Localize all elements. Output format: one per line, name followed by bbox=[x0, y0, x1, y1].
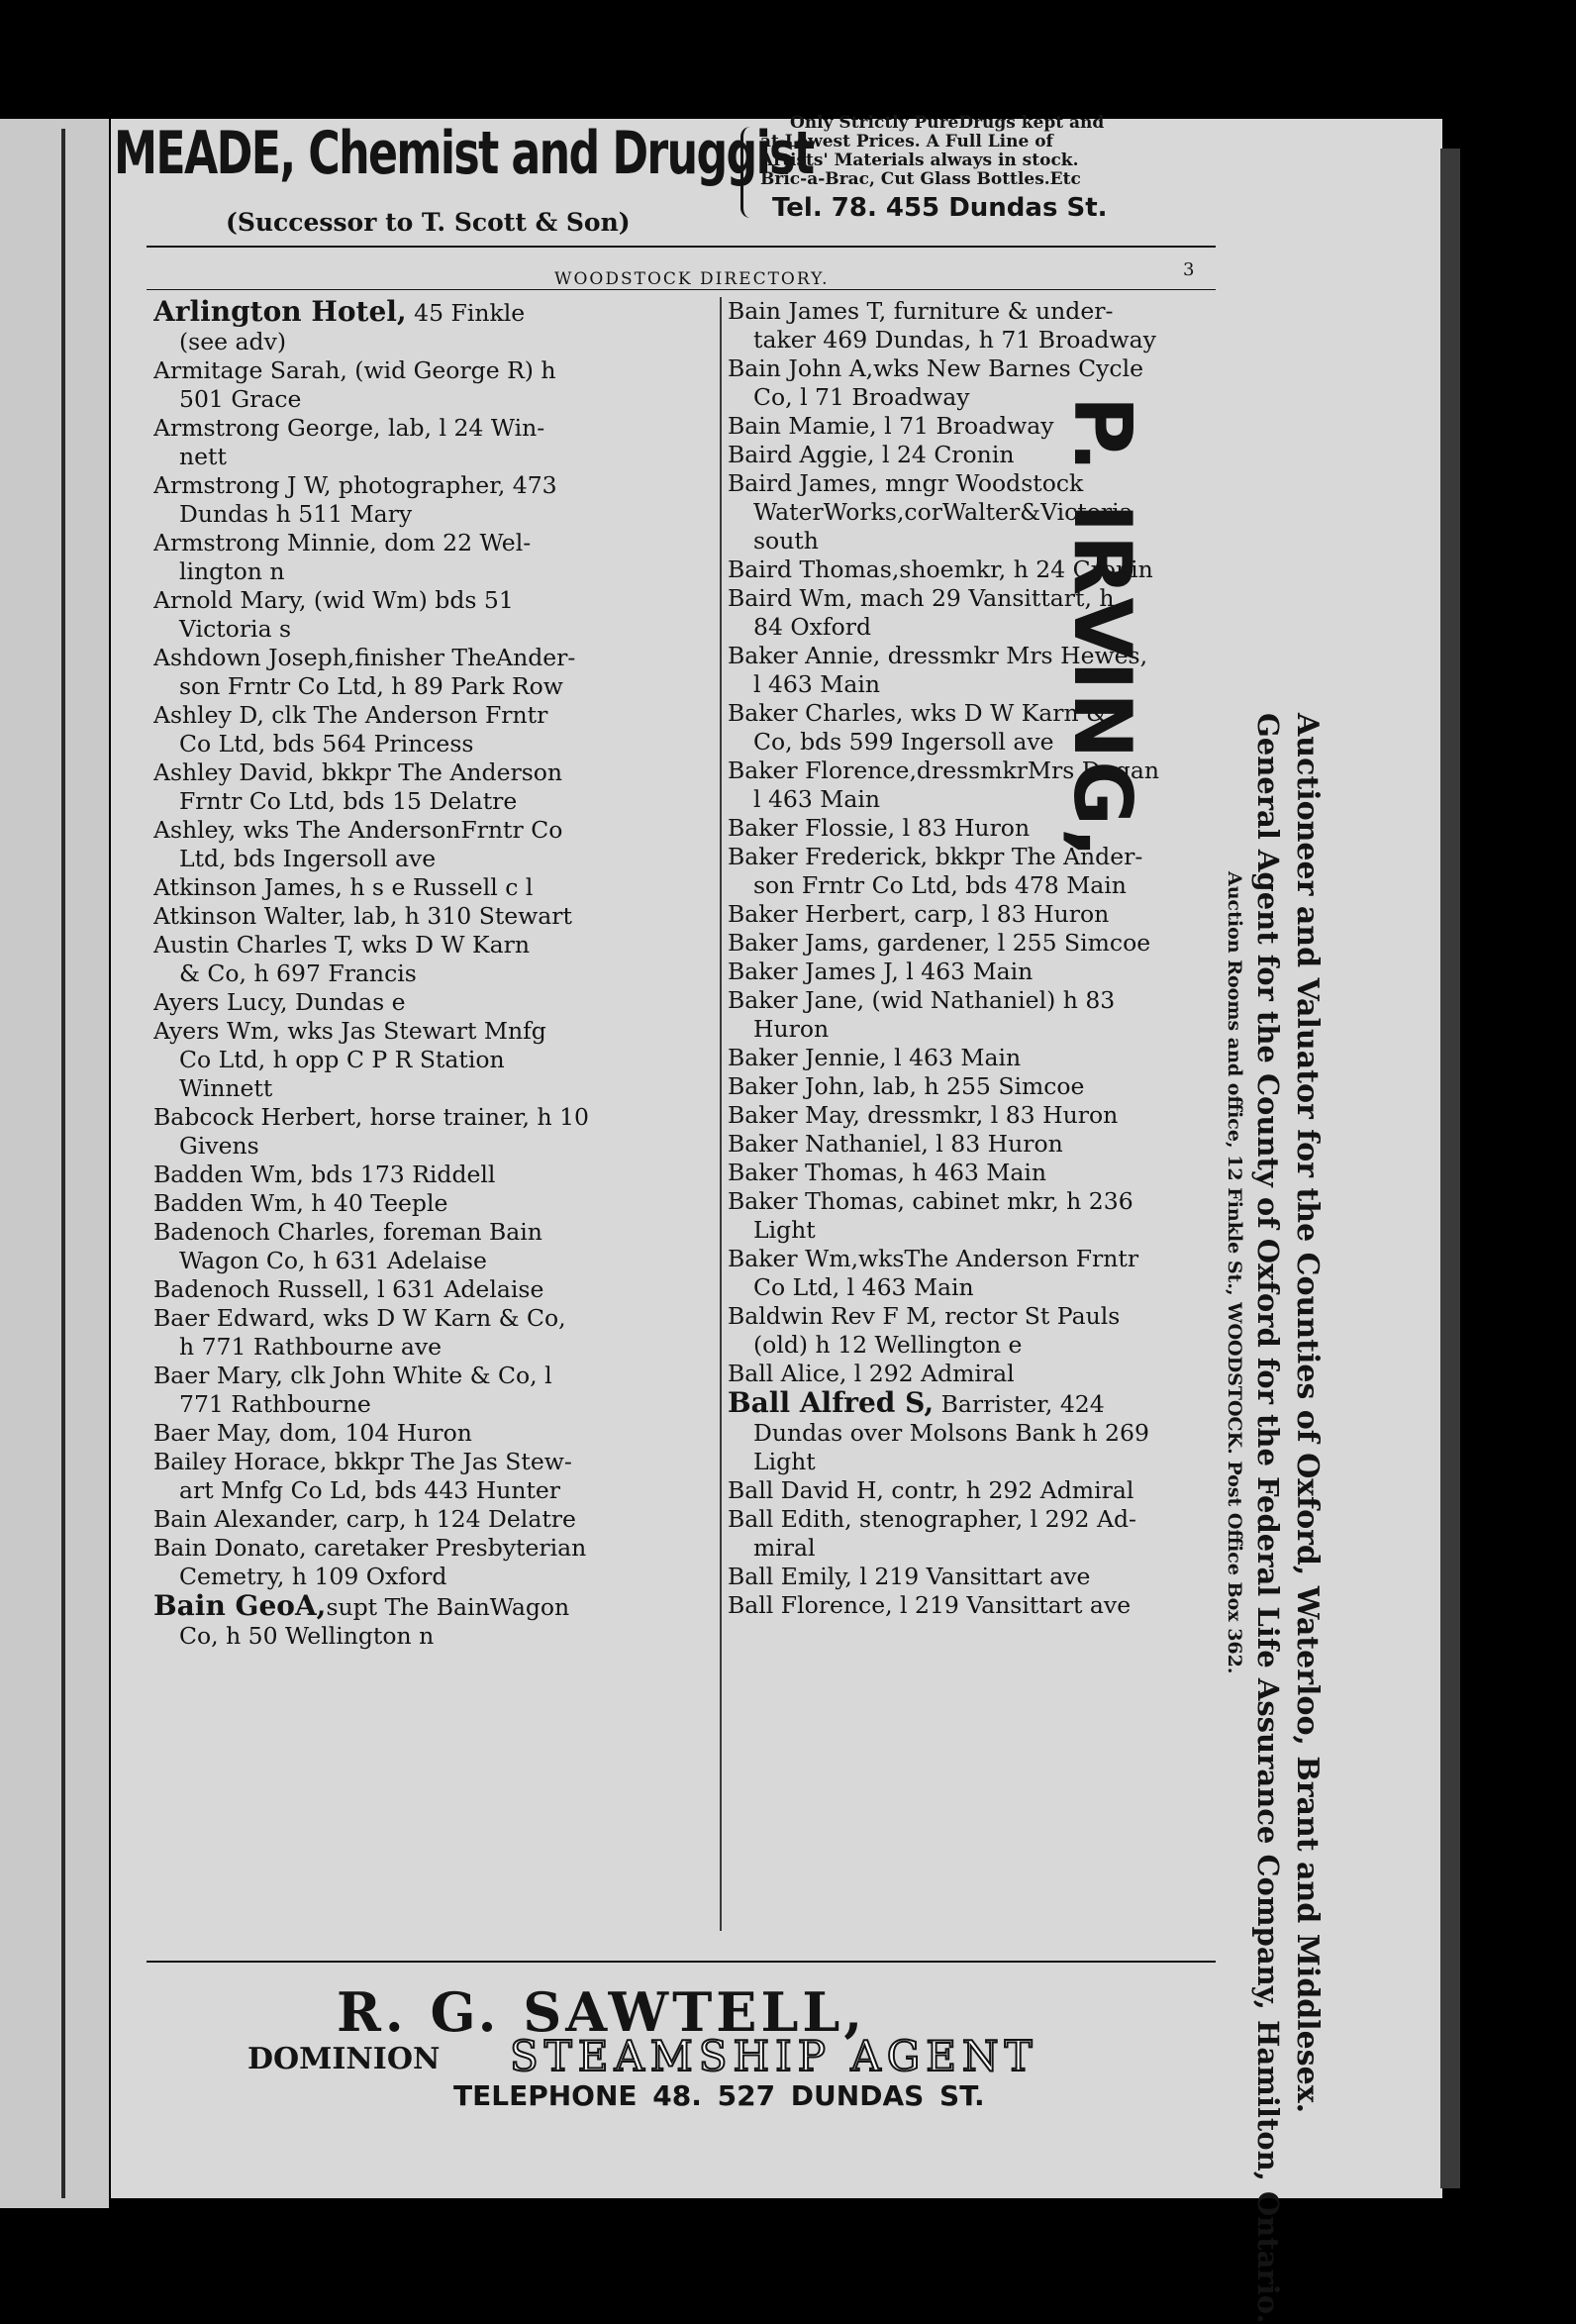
irving-ad-line: General Agent for the County of Oxford for the Federal Life Assurance Company, Hamilton, Ontario. bbox=[1251, 713, 1285, 2324]
directory-entry-line: Ashley, wks The AndersonFrntr Co bbox=[153, 816, 563, 844]
directory-entry-detail: supt The BainWagon bbox=[326, 1593, 570, 1621]
directory-entry-line: Ball Florence, l 219 Vansittart ave bbox=[728, 1591, 1132, 1619]
directory-entry-line: Ashley D, clk The Anderson Frntr bbox=[153, 701, 548, 729]
directory-entry-name: Ball Alfred S, bbox=[728, 1388, 935, 1419]
directory-entry-line: Baker May, dressmkr, l 83 Huron bbox=[728, 1101, 1119, 1129]
directory-entry-line bbox=[153, 1591, 668, 1622]
directory-entry-line: Baker Herbert, carp, l 83 Huron bbox=[728, 900, 1110, 928]
directory-entry-line: Bain James T, furniture & under- bbox=[728, 297, 1114, 325]
meade-ad-telephone: Tel. 78. 455 Dundas St. bbox=[772, 193, 1108, 223]
directory-entry-line: lington n bbox=[179, 557, 285, 585]
directory-entry-line: son Frntr Co Ltd, bds 478 Main bbox=[753, 871, 1127, 899]
page-edge bbox=[1440, 149, 1460, 2188]
footer-rule bbox=[147, 1961, 1216, 1963]
directory-entry-line: Baker James J, l 463 Main bbox=[728, 958, 1034, 985]
directory-entry-line: Baird James, mngr Woodstock bbox=[728, 469, 1084, 497]
directory-entry-line: son Frntr Co Ltd, h 89 Park Row bbox=[179, 672, 563, 700]
directory-entry-line: Baer May, dom, 104 Huron bbox=[153, 1419, 472, 1447]
irving-ad-line: Auctioneer and Valuator for the Counties of Oxford, Waterloo, Brant and Middlesex. bbox=[1290, 713, 1325, 2114]
directory-entry-line: Givens bbox=[179, 1132, 259, 1160]
subheader-rule bbox=[147, 289, 1216, 290]
directory-entry-line: WaterWorks,corWalter&Victoria bbox=[753, 498, 1133, 526]
directory-entry-line: l 463 Main bbox=[753, 670, 881, 698]
directory-entry-line: Wagon Co, h 631 Adelaise bbox=[179, 1247, 487, 1274]
directory-entry-detail: Barrister, 424 bbox=[934, 1390, 1105, 1418]
directory-entry-line: (see adv) bbox=[179, 328, 287, 355]
directory-entry-line: nett bbox=[179, 443, 227, 470]
directory-entry-line: Winnett bbox=[179, 1074, 273, 1102]
directory-entry-line: Ltd, bds Ingersoll ave bbox=[179, 845, 437, 872]
directory-entry-line bbox=[153, 297, 668, 328]
page-number: 3 bbox=[1183, 259, 1195, 280]
directory-entry-line: Baker John, lab, h 255 Simcoe bbox=[728, 1072, 1085, 1100]
directory-entry-line: Baker Jams, gardener, l 255 Simcoe bbox=[728, 929, 1151, 957]
directory-entry-line bbox=[728, 1388, 1223, 1419]
directory-entry-line: miral bbox=[753, 1534, 816, 1562]
directory-entry-line: Dundas h 511 Mary bbox=[179, 500, 413, 528]
directory-entry-line: Badden Wm, h 40 Teeple bbox=[153, 1189, 448, 1217]
directory-entry-line: Baker Frederick, bkkpr The Ander- bbox=[728, 843, 1143, 870]
directory-entry-line: Baker Wm,wksThe Anderson Frntr bbox=[728, 1245, 1139, 1272]
directory-entry-line: Baker Nathaniel, l 83 Huron bbox=[728, 1130, 1063, 1158]
directory-entry-line: Bain Alexander, carp, h 124 Delatre bbox=[153, 1505, 576, 1533]
directory-entry-line: Co Ltd, l 463 Main bbox=[753, 1273, 974, 1301]
running-head: WOODSTOCK DIRECTORY. bbox=[554, 269, 830, 289]
meade-note-line: at Lowest Prices. A Full Line of bbox=[760, 132, 1053, 152]
directory-entry-line: Baer Edward, wks D W Karn & Co, bbox=[153, 1304, 566, 1332]
directory-entry-line: & Co, h 697 Francis bbox=[179, 960, 417, 987]
meade-note-line: Artists' Materials always in stock. bbox=[760, 151, 1079, 170]
directory-entry-line: south bbox=[753, 527, 819, 555]
gutter-fold-line bbox=[61, 129, 65, 2198]
directory-entry-line: (old) h 12 Wellington e bbox=[753, 1331, 1023, 1359]
directory-entry-line: Atkinson James, h s e Russell c l bbox=[153, 873, 534, 901]
irving-ad-line: Auction Rooms and office, 12 Finkle St., WOODSTOCK. Post Office Box 362. bbox=[1224, 871, 1245, 1674]
directory-entry-line: Baer Mary, clk John White & Co, l bbox=[153, 1362, 552, 1389]
directory-entry-line: Bain Donato, caretaker Presbyterian bbox=[153, 1534, 587, 1562]
directory-entry-name: Arlington Hotel, bbox=[153, 297, 407, 328]
directory-entry-line: Co, l 71 Broadway bbox=[753, 383, 970, 411]
directory-entry-line: Ball Emily, l 219 Vansittart ave bbox=[728, 1563, 1091, 1590]
directory-entry-line: 501 Grace bbox=[179, 385, 302, 413]
directory-entry-line: Baker Flossie, l 83 Huron bbox=[728, 814, 1031, 842]
binding-gutter bbox=[0, 119, 109, 2208]
directory-entry-line: Frntr Co Ltd, bds 15 Delatre bbox=[179, 787, 518, 815]
meade-ad-notes bbox=[760, 114, 1226, 189]
directory-entry-line: Co Ltd, h opp C P R Station bbox=[179, 1046, 505, 1073]
directory-entry-line: Cemetry, h 109 Oxford bbox=[179, 1563, 447, 1590]
directory-entry-line: Ashdown Joseph,finisher TheAnder- bbox=[153, 644, 576, 671]
directory-entry-line: Ashley David, bkkpr The Anderson bbox=[153, 758, 563, 786]
directory-entry-line: Baker Florence,dressmkrMrs Dugan bbox=[728, 757, 1159, 784]
directory-entry-line: Ball Edith, stenographer, l 292 Ad- bbox=[728, 1505, 1136, 1533]
column-divider bbox=[720, 297, 722, 1931]
directory-entry-line: Ayers Lucy, Dundas e bbox=[153, 988, 406, 1016]
meade-ad-successor: (Successor to T. Scott & Son) bbox=[226, 208, 631, 237]
directory-entry-line: Babcock Herbert, horse trainer, h 10 bbox=[153, 1103, 590, 1131]
directory-entry-line: Light bbox=[753, 1448, 816, 1475]
irving-ad-name: P. IRVING, bbox=[1056, 396, 1148, 860]
directory-entry-line: Bain Mamie, l 71 Broadway bbox=[728, 412, 1054, 440]
directory-entry-line: 771 Rathbourne bbox=[179, 1390, 371, 1418]
directory-entry-line: Armstrong George, lab, l 24 Win- bbox=[153, 414, 545, 442]
directory-entry-line: Baker Thomas, cabinet mkr, h 236 bbox=[728, 1187, 1133, 1215]
directory-entry-line: Baker Annie, dressmkr Mrs Hewes, bbox=[728, 642, 1148, 669]
directory-entry-line: Baird Wm, mach 29 Vansittart, h bbox=[728, 584, 1115, 612]
header-rule bbox=[147, 246, 1216, 248]
directory-entry-line: Huron bbox=[753, 1015, 830, 1043]
directory-entry-line: Light bbox=[753, 1216, 816, 1244]
directory-entry-line: Atkinson Walter, lab, h 310 Stewart bbox=[153, 902, 572, 930]
directory-entry-line: h 771 Rathbourne ave bbox=[179, 1333, 443, 1361]
sawtell-ad-agent: STEAMSHIP AGENT bbox=[510, 2032, 1038, 2080]
directory-entry-line: Badden Wm, bds 173 Riddell bbox=[153, 1161, 496, 1188]
directory-entry-line: Armitage Sarah, (wid George R) h bbox=[153, 356, 556, 384]
directory-entry-line: Badenoch Charles, foreman Bain bbox=[153, 1218, 542, 1246]
directory-entry-line: Baird Thomas,shoemkr, h 24 Cronin bbox=[728, 556, 1153, 583]
left-column bbox=[153, 297, 668, 1651]
directory-entry-line: Baker Thomas, h 463 Main bbox=[728, 1159, 1047, 1186]
directory-entry-line: taker 469 Dundas, h 71 Broadway bbox=[753, 326, 1156, 354]
directory-entry-line: Ball David H, contr, h 292 Admiral bbox=[728, 1476, 1134, 1504]
meade-note-line: Only Strictly PureDrugs kept and bbox=[790, 113, 1105, 133]
directory-entry-line: Bain John A,wks New Barnes Cycle bbox=[728, 354, 1144, 382]
brace-icon bbox=[740, 127, 757, 218]
directory-entry-line: Baker Charles, wks D W Karn & bbox=[728, 699, 1108, 727]
directory-entry-line: Austin Charles T, wks D W Karn bbox=[153, 931, 530, 959]
meade-note-line: Bric-a-Brac, Cut Glass Bottles.Etc bbox=[760, 169, 1081, 189]
directory-entry-detail: 45 Finkle bbox=[406, 299, 526, 327]
directory-entry-line: Co, bds 599 Ingersoll ave bbox=[753, 728, 1054, 756]
directory-entry-line: Baker Jane, (wid Nathaniel) h 83 bbox=[728, 986, 1116, 1014]
directory-entry-line: Armstrong Minnie, dom 22 Wel- bbox=[153, 529, 532, 556]
directory-entry-line: l 463 Main bbox=[753, 785, 881, 813]
directory-entry-line: art Mnfg Co Ld, bds 443 Hunter bbox=[179, 1476, 561, 1504]
directory-entry-line: Baird Aggie, l 24 Cronin bbox=[728, 441, 1015, 468]
directory-entry-line: Bailey Horace, bkkpr The Jas Stew- bbox=[153, 1448, 572, 1475]
directory-entry-line: Baldwin Rev F M, rector St Pauls bbox=[728, 1302, 1121, 1330]
right-column bbox=[728, 297, 1223, 1620]
directory-entry-name: Bain GeoA, bbox=[153, 1591, 327, 1622]
meade-ad-title: MEADE, Chemist and Druggist bbox=[114, 119, 814, 188]
directory-entry-line: Dundas over Molsons Bank h 269 bbox=[753, 1419, 1149, 1447]
directory-entry-line: Ayers Wm, wks Jas Stewart Mnfg bbox=[153, 1017, 546, 1045]
directory-entry-line: Ball Alice, l 292 Admiral bbox=[728, 1360, 1015, 1387]
directory-entry-line: Co Ltd, bds 564 Princess bbox=[179, 730, 474, 758]
directory-entry-line: Baker Jennie, l 463 Main bbox=[728, 1044, 1022, 1071]
directory-entry-line: Arnold Mary, (wid Wm) bds 51 bbox=[153, 586, 514, 614]
sawtell-ad-telephone: TELEPHONE 48. 527 DUNDAS ST. bbox=[453, 2079, 985, 2112]
sawtell-ad-dominion: DOMINION bbox=[247, 2042, 441, 2076]
directory-entry-line: Co, h 50 Wellington n bbox=[179, 1622, 435, 1650]
sawtell-ad-name: R. G. SAWTELL, bbox=[337, 1980, 867, 2044]
directory-entry-line: Armstrong J W, photographer, 473 bbox=[153, 471, 557, 499]
directory-entry-line: 84 Oxford bbox=[753, 613, 872, 641]
directory-entry-line: Victoria s bbox=[179, 615, 292, 643]
directory-entry-line: Badenoch Russell, l 631 Adelaise bbox=[153, 1275, 544, 1303]
